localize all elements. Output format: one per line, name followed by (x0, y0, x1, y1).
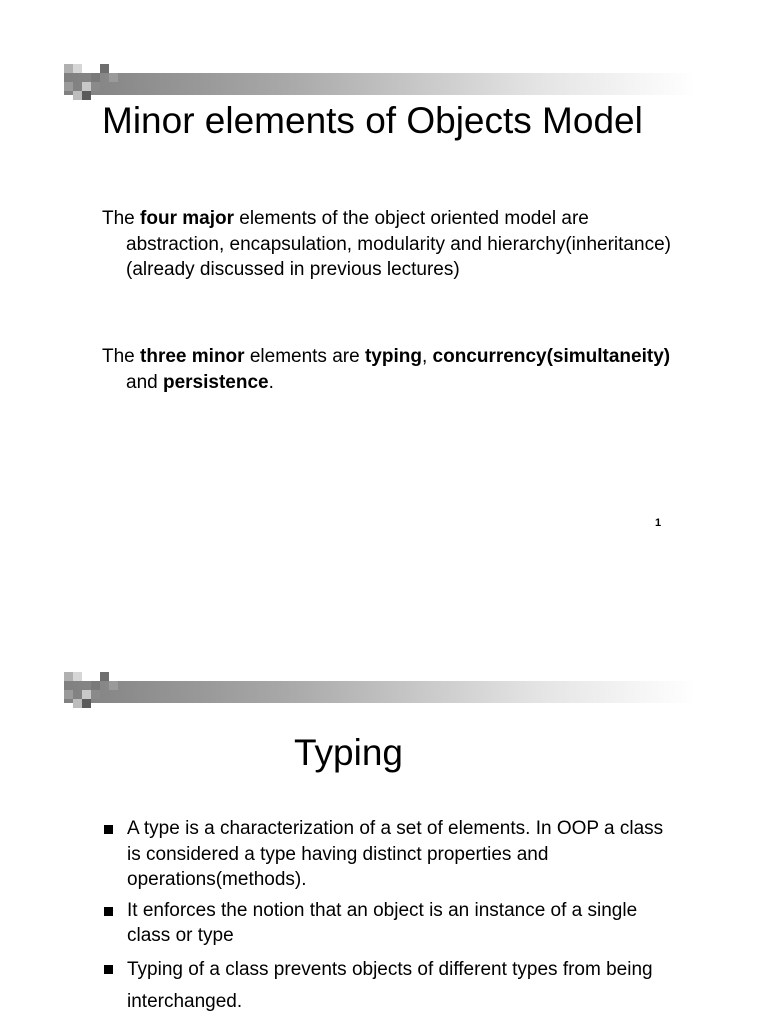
bullet-text: A type is a characterization of a set of elements. In OOP a class is considered a type having distinct properties and operations(methods). (127, 818, 664, 890)
para2-bold-concurrency: concurrency(simultaneity) (432, 346, 671, 367)
para1-bold-four-major: four major (140, 208, 234, 229)
para2-text-5: . (268, 371, 274, 393)
para2-text-1: The (102, 346, 141, 367)
bullet-text: Typing of a class prevents objects of different types from being interchanged. (127, 958, 653, 1012)
slide1-paragraph-major-elements (102, 206, 686, 283)
slide-header-decoration (64, 672, 696, 710)
para1-text-1: The (102, 208, 141, 229)
list-item (104, 816, 674, 893)
bullet-text: It enforces the notion that an object is an instance of a single class or type (127, 899, 638, 946)
slide1-page-number: 1 (655, 517, 662, 529)
header-checker-squares (64, 64, 114, 102)
square-bullet-icon (104, 825, 113, 834)
square-bullet-icon (104, 907, 113, 916)
slide2-title: Typing (294, 732, 404, 773)
header-gradient-bar (64, 73, 696, 95)
header-checker-squares (64, 672, 114, 710)
para2-bold-typing: typing (364, 346, 422, 367)
para2-text-3: , (421, 346, 433, 367)
square-bullet-icon (104, 965, 113, 974)
para2-text-4: and (126, 371, 163, 393)
para1-text-2: elements of the object oriented model are abstraction, encapsulation, modularity and hierarchy(inheritance)(already discussed in previous lectures) (126, 208, 671, 280)
slide-header-decoration (64, 64, 696, 102)
slide2-bullet-list (104, 816, 674, 1023)
list-item (104, 954, 674, 1018)
header-gradient-bar (64, 681, 696, 703)
para2-text-2: elements are (244, 346, 365, 367)
para2-bold-three-minor: three minor (140, 346, 245, 367)
slide1-paragraph-minor-elements (102, 344, 686, 395)
slide1-title: Minor elements of Objects Model (102, 100, 643, 141)
list-item (104, 898, 674, 949)
para2-bold-persistence: persistence (162, 371, 269, 393)
